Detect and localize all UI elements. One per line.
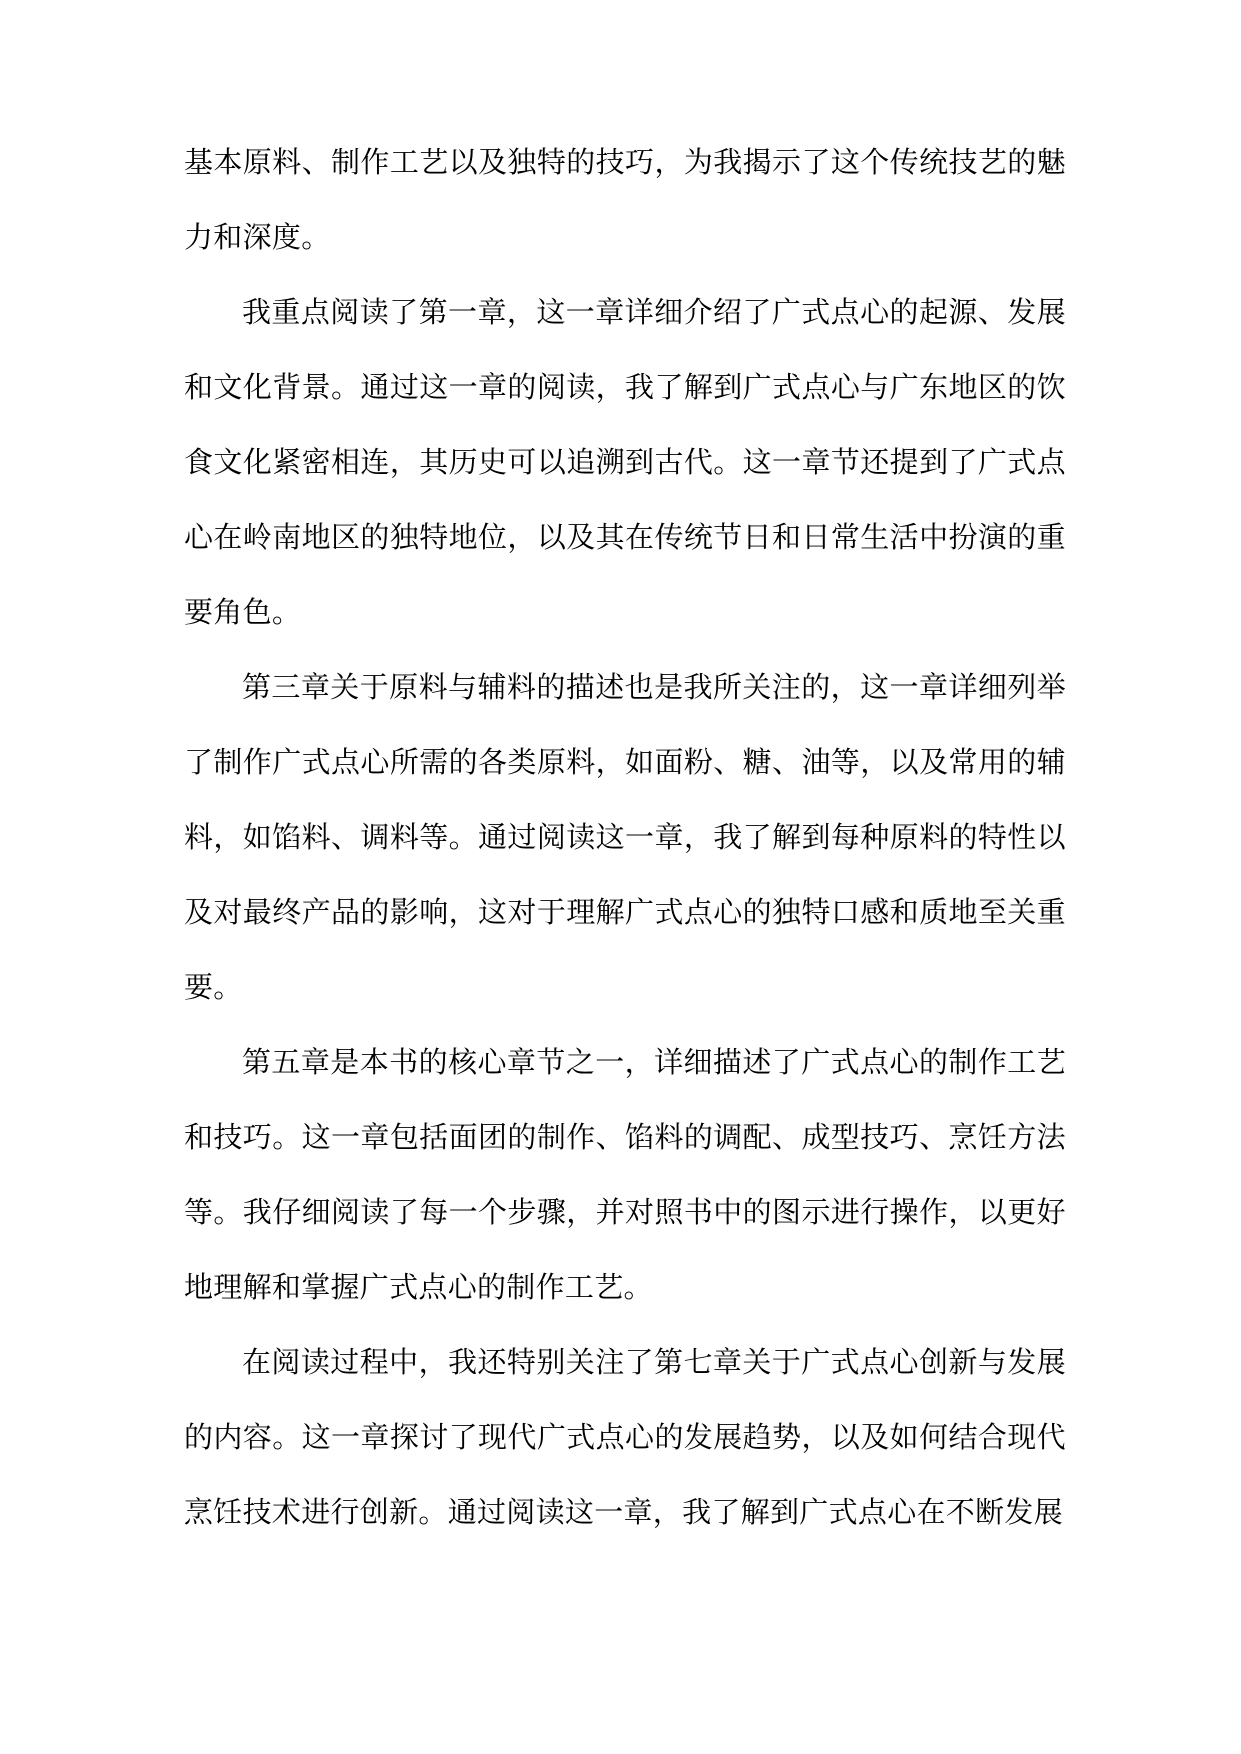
paragraph-continuation: 基本原料、制作工艺以及独特的技巧，为我揭示了这个传统技艺的魅力和深度。 xyxy=(184,147,1066,254)
paragraph-chapter-five: 第五章是本书的核心章节之一，详细描述了广式点心的制作工艺和技巧。这一章包括面团的制作、馅料的调配、成型技巧、烹饪方法等。我仔细阅读了每一个步骤，并对照书中的图示进行操作，以更好地理解和掌握广式点心的制作工艺。 xyxy=(184,1047,1066,1304)
paragraph-chapter-one: 我重点阅读了第一章，这一章详细介绍了广式点心的起源、发展和文化背景。通过这一章的阅读，我了解到广式点心与广东地区的饮食文化紧密相连，其历史可以追溯到古代。这一章节还提到了广式点心在岭南地区的独特地位，以及其在传统节日和日常生活中扮演的重要角色。 xyxy=(184,297,1066,629)
paragraph-chapter-three: 第三章关于原料与辅料的描述也是我所关注的，这一章详细列举了制作广式点心所需的各类原料，如面粉、糖、油等，以及常用的辅料，如馅料、调料等。通过阅读这一章，我了解到每种原料的特性以及对最终产品的影响，这对于理解广式点心的独特口感和质地至关重要。 xyxy=(184,672,1066,1004)
document-body xyxy=(184,126,1066,1551)
paragraph-chapter-seven: 在阅读过程中，我还特别关注了第七章关于广式点心创新与发展的内容。这一章探讨了现代广式点心的发展趋势，以及如何结合现代烹饪技术进行创新。通过阅读这一章，我了解到广式点心在不断发展 xyxy=(184,1347,1066,1529)
